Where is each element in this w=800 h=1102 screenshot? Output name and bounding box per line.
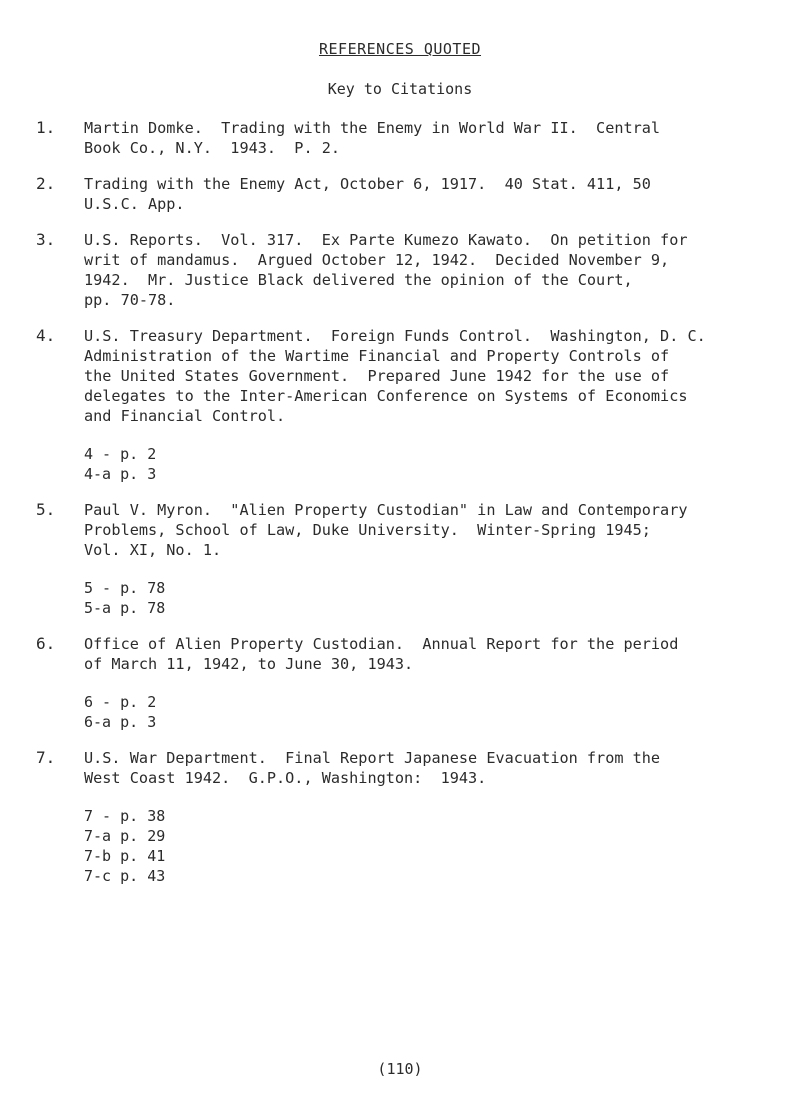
citation-line: of March 11, 1942, to June 30, 1943. [84,655,414,673]
citation-line: U.S. Treasury Department. Foreign Funds Control. Washington, D. C. [84,327,706,345]
citation-line: West Coast 1942. G.P.O., Washington: 1943. [84,769,487,787]
reference-body [84,118,776,158]
citation-line: Paul V. Myron. "Alien Property Custodian" in Law and Contemporary [84,501,688,519]
citation-line: U.S. Reports. Vol. 317. Ex Parte Kumezo Kawato. On petition for [84,231,688,249]
reference-body [84,230,776,310]
citation-line: and Financial Control. [84,407,286,425]
reference-item [36,230,776,310]
citation-line: U.S.C. App. [84,195,185,213]
reference-number: 7. [36,748,56,767]
reference-body [84,748,776,886]
reference-number: 5. [36,500,56,519]
citation-line: Trading with the Enemy Act, October 6, 1917. 40 Stat. 411, 50 [84,175,651,193]
citation-key: 5 - p. 78 [84,579,166,597]
citation-key: 4-a p. 3 [84,465,157,483]
page-subtitle: Key to Citations [327,80,473,98]
citation-key-list [84,692,776,732]
reference-item [36,748,776,886]
reference-list [36,118,776,902]
reference-body [84,500,776,618]
citation-key: 7-a p. 29 [84,827,166,845]
citation-line: Office of Alien Property Custodian. Annual Report for the period [84,635,679,653]
citation-line: U.S. War Department. Final Report Japanese Evacuation from the [84,749,661,767]
reference-number: 1. [36,118,56,137]
reference-number: 3. [36,230,56,249]
citation-key: 5-a p. 78 [84,599,166,617]
reference-body [84,326,776,484]
page-title: REFERENCES QUOTED [318,40,482,58]
citation-key: 6-a p. 3 [84,713,157,731]
reference-item [36,174,776,214]
reference-item [36,500,776,618]
citation-key-list [84,578,776,618]
citation-key: 4 - p. 2 [84,445,157,463]
citation-line: Book Co., N.Y. 1943. P. 2. [84,139,341,157]
citation-key-list [84,444,776,484]
page-number: (110) [377,1060,423,1078]
citation-line: delegates to the Inter-American Conference on Systems of Economics [84,387,688,405]
citation-line: Administration of the Wartime Financial and Property Controls of [84,347,670,365]
citation-key: 6 - p. 2 [84,693,157,711]
citation-key: 7-b p. 41 [84,847,166,865]
citation-key: 7 - p. 38 [84,807,166,825]
citation-line: pp. 70-78. [84,291,176,309]
citation-line: Martin Domke. Trading with the Enemy in World War II. Central [84,119,661,137]
citation-line: the United States Government. Prepared June 1942 for the use of [84,367,670,385]
reference-body [84,174,776,214]
reference-number: 6. [36,634,56,653]
citation-key: 7-c p. 43 [84,867,166,885]
reference-item [36,634,776,732]
citation-line: writ of mandamus. Argued October 12, 1942. Decided November 9, [84,251,670,269]
citation-key-list [84,806,776,886]
citation-line: Vol. XI, No. 1. [84,541,222,559]
reference-number: 4. [36,326,56,345]
reference-number: 2. [36,174,56,193]
citation-line: 1942. Mr. Justice Black delivered the opinion of the Court, [84,271,633,289]
reference-item [36,326,776,484]
reference-item [36,118,776,158]
citation-line: Problems, School of Law, Duke University. Winter-Spring 1945; [84,521,651,539]
reference-body [84,634,776,732]
